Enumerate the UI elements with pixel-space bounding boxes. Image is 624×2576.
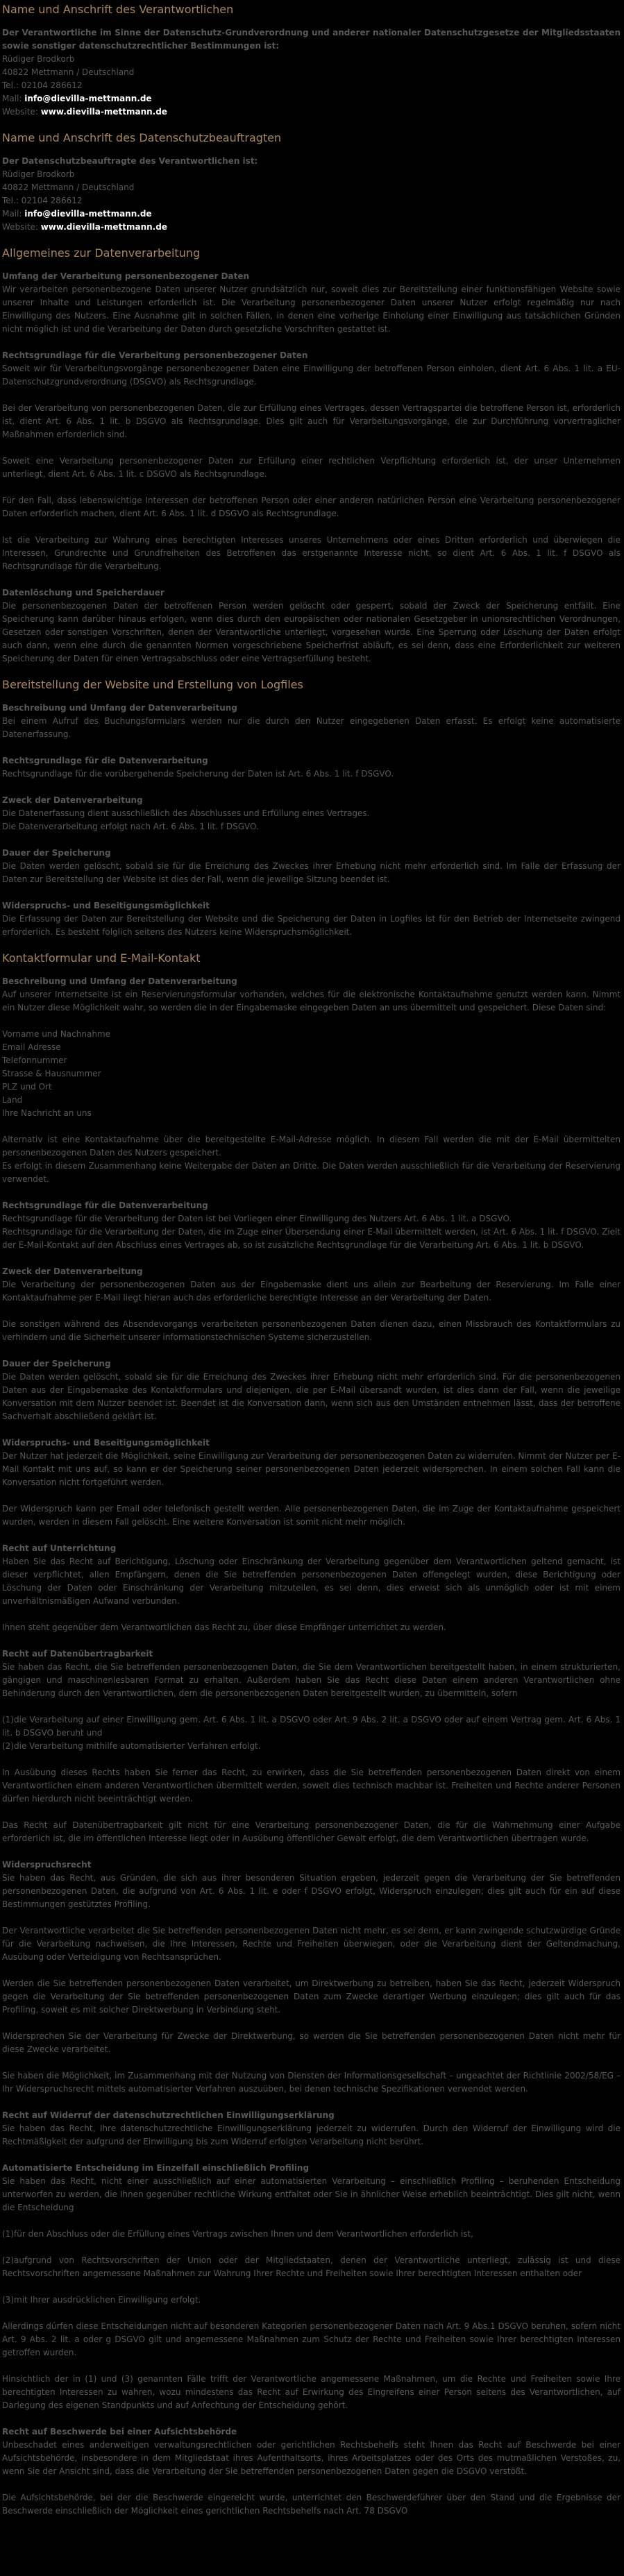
responsible-mail-link[interactable]: info@dievilla-mettmann.de <box>24 94 152 103</box>
paragraph: (3)mit Ihrer ausdrücklichen Einwilligung erfolgt. <box>2 2295 201 2305</box>
section-heading: Bereitstellung der Website und Erstellung von Logfiles <box>2 678 303 691</box>
line: Rüdiger Brodkorb <box>2 169 75 179</box>
subheading: Recht auf Datenübertragbarkeit <box>2 1649 153 1659</box>
subheading: Datenlöschung und Speicherdauer <box>2 588 165 598</box>
paragraph: (1)die Verarbeitung auf einer Einwilligung gem. Art. 6 Abs. 1 lit. a DSGVO oder Art. 9 Abs. 2 lit. a DSGVO oder auf einem Vertrag gem. Art. 6 Abs. 1 lit. b DSGVO beruht und <box>2 1715 621 1738</box>
paragraph: Die Daten werden gelöscht, sobald sie für die Erreichung des Zweckes ihrer Erhebung nicht mehr erforderlich sind. Im Falle der Erfassung der Daten zur Bereitstellung der Website ist dies der Fall, wenn die jeweilige Sitzung beendet ist. <box>2 861 621 884</box>
paragraph: Der Nutzer hat jederzeit die Möglichkeit, seine Einwilligung zur Verarbeitung der personenbezogenen Daten zu widerrufen. Nimmt der Nutzer per E-Mail Kontakt mit uns auf, so kann er der Speicherung seiner personenbezogenen Daten jederzeit widersprechen. In einem solchen Fall kann die Konversation nicht fortgeführt werden. <box>2 1451 621 1487</box>
paragraph: In Ausübung dieses Rechts haben Sie ferner das Recht, zu erwirken, dass die Sie betreffenden personenbezogenen Daten direkt von einem Verantwortlichen einem anderen Verantwortlichen übermittelt werden, soweit dies technisch machbar ist. Freiheiten und Rechte anderer Personen dürfen hierdurch nicht beeinträchtigt werden. <box>2 1768 621 1804</box>
paragraph: Auf unserer Internetseite ist ein Reservierungsformular vorhanden, welches für die elektronische Kontaktaufnahme genutzt werden kann. Nimmt ein Nutzer diese Möglichkeit wahr, so werden die in der Eingabemaske eingegeben Daten an uns übermittelt und gespeichert. Diese Daten sind: <box>2 990 621 1012</box>
paragraph: Alternativ ist eine Kontaktaufnahme über die bereitgestellte E-Mail-Adresse möglich. In diesem Fall werden die mit der E-Mail übermittelten personenbezogenen Daten des Nutzers gespeichert. <box>2 1135 621 1158</box>
paragraph: (1)für den Abschluss oder die Erfüllung eines Vertrags zwischen Ihnen und dem Verantwortlichen erforderlich ist, <box>2 2229 473 2239</box>
contact-label: Mail: <box>2 94 22 103</box>
dpo-website-row <box>2 221 621 234</box>
paragraph: Die Verarbeitung der personenbezogenen Daten aus der Eingabemaske dient uns allein zur Bearbeitung der Reservierung. Im Falle einer Kontaktaufnahme per E-Mail liegt hieran auch das erforderliche berechtigte Interesse an der Verarbeitung der Daten. <box>2 1280 621 1303</box>
line: Tel.: 02104 286612 <box>2 80 83 90</box>
subheading: Widerspruchs- und Beseitigungsmöglichkeit <box>2 901 210 910</box>
paragraph: Rechtsgrundlage für die Verarbeitung der Daten ist bei Vorliegen einer Einwilligung des Nutzers Art. 6 Abs. 1 lit. a DSGVO. <box>2 1214 512 1223</box>
responsible-mail-row <box>2 92 621 105</box>
line: 40822 Mettmann / Deutschland <box>2 183 135 192</box>
section-heading: Name und Anschrift des Verantwortlichen <box>2 3 234 16</box>
paragraph: Die Daten werden gelöscht, sobald sie für die Erreichung des Zweckes ihrer Erhebung nicht mehr erforderlich sind. Für die personenbezogenen Daten aus der Eingabemaske des Kontaktformulars und diejenigen, die per E-Mail übersandt wurden, ist dies dann der Fall, wenn die jeweilige Konversation mit dem Nutzer beendet ist. Beendet ist die Konversation dann, wenn sich aus den Umständen entnehmen lässt, dass der betroffene Sachverhalt abschließend geklärt ist. <box>2 1372 621 1421</box>
paragraph: Die personenbezogenen Daten der betroffenen Person werden gelöscht oder gesperrt, sobald der Zweck der Speicherung entfällt. Eine Speicherung kann darüber hinaus erfolgen, wenn dies durch den europäischen oder nationalen Gesetzgeber in unionsrechtlichen Verordnungen, Gesetzen oder sonstigen Vorschriften, denen der Verantwortliche unterliegt, vorgesehen wurde. Eine Sperrung oder Löschung der Daten erfolgt auch dann, wenn eine durch die genannten Normen vorgeschriebene Speicherfrist abläuft, es sei denn, dass eine Erforderlichkeit zur weiteren Speicherung der Daten für einen Vertragsabschluss oder eine Vertragserfüllung besteht. <box>2 601 621 663</box>
subheading: Umfang der Verarbeitung personenbezogener Daten <box>2 271 250 281</box>
paragraph: Der Verantwortliche verarbeitet die Sie betreffenden personenbezogenen Daten nicht mehr, es sei denn, er kann zwingende schutzwürdige Gründe für die Verarbeitung nachweisen, die Ihre Interessen, Rechte und Freiheiten überwiegen, oder die Verarbeitung dient der Geltendmachung, Ausübung oder Verteidigung von Rechtsansprüchen. <box>2 1926 621 1962</box>
contact-label: Website: <box>2 107 38 117</box>
subheading: Dauer der Speicherung <box>2 848 111 858</box>
subheading: Beschreibung und Umfang der Datenverarbeitung <box>2 976 237 986</box>
section-5 <box>2 950 621 2518</box>
paragraph: Es erfolgt in diesem Zusammenhang keine Weitergabe der Daten an Dritte. Die Daten werden ausschließlich für die Verarbeitung der Reservierung verwendet. <box>2 1161 621 1184</box>
contact-label: Website: <box>2 222 38 232</box>
paragraph: Das Recht auf Datenübertragbarkeit gilt nicht für eine Verarbeitung personenbezogener Daten, die für die Wahrnehmung einer Aufgabe erforderlich ist, die im öffentlichen Interesse liegt oder in Ausübung öffentlicher Gewalt erfolgt, die dem Verantwortlichen übertragen wurde. <box>2 1820 621 1843</box>
paragraph: Soweit eine Verarbeitung personenbezogener Daten zur Erfüllung einer rechtlichen Verpflichtung erforderlich ist, der unser Unternehmen unterliegt, dient Art. 6 Abs. 1 lit. c DSGVO als Rechtsgrundlage. <box>2 456 621 479</box>
responsible-website-row <box>2 105 621 119</box>
purpose-lines <box>2 807 621 833</box>
subheading: Dauer der Speicherung <box>2 1359 111 1368</box>
paragraph: Der Widerspruch kann per Email oder telefonisch gestellt werden. Alle personenbezogenen Daten, die im Zuge der Kontaktaufnahme gespeichert wurden, werden in diesem Fall gelöscht. Eine weitere Konversation ist somit nicht mehr möglich. <box>2 1504 621 1527</box>
paragraph: Die Aufsichtsbehörde, bei der die Beschwerde eingereicht wurde, unterrichtet den Beschwerdeführer über den Stand und die Ergebnisse der Beschwerde einschließlich der Möglichkeit eines gerichtlichen Rechtsbehelfs nach Art. 78 DSGVO <box>2 2493 621 2516</box>
line: PLZ und Ort <box>2 1082 52 1092</box>
line: Land <box>2 1095 23 1105</box>
paragraph: Sie haben die Möglichkeit, im Zusammenhang mit der Nutzung von Diensten der Informationsgesellschaft – ungeachtet der Richtlinie 2002/58/EG – Ihr Widerspruchsrecht mittels automatisierter Verfahren auszuüben, bei denen technische Spezifikationen verwendet werden. <box>2 2071 621 2094</box>
line: Die Datenerfassung dient ausschließlich des Abschlusses und Erfüllung eines Vertrages. <box>2 808 370 818</box>
section-heading: Allgemeines zur Datenverarbeitung <box>2 246 201 260</box>
paragraph: Bei einem Aufruf des Buchungsformulars werden nur die durch den Nutzer eingegebenen Daten erfasst. Es erfolgt keine automatisierte Datenerfassung. <box>2 716 621 739</box>
paragraph: Widersprechen Sie der Verarbeitung für Zwecke der Direktwerbung, so werden die Sie betreffenden personenbezogenen Daten nicht mehr für diese Zwecke verarbeitet. <box>2 2031 621 2054</box>
paragraph: Rechtsgrundlage für die vorübergehende Speicherung der Daten ist Art. 6 Abs. 1 lit. f DSGVO. <box>2 769 394 779</box>
subheading: Automatisierte Entscheidung im Einzelfall einschließlich Profiling <box>2 2163 310 2173</box>
paragraph: Für den Fall, dass lebenswichtige Interessen der betroffenen Person oder einer anderen natürlichen Person eine Verarbeitung personenbezogener Daten erforderlich machen, dient Art. 6 Abs. 1 lit. d DSGVO als Rechtsgrundlage. <box>2 495 621 518</box>
section-3 <box>2 245 621 666</box>
paragraph: Haben Sie das Recht auf Berichtigung, Löschung oder Einschränkung der Verarbeitung gegenüber dem Verantwortlichen geltend gemacht, ist dieser verpflichtet, allen Empfängern, denen die Sie betreffenden personenbezogenen Daten offengelegt wurden, diese Berichtigung oder Löschung der Daten oder Einschränkung der Verarbeitung mitzuteilen, es sei denn, dies erweist sich als unmöglich oder ist mit einem unverhältnismäßigen Aufwand verbunden. <box>2 1557 621 1606</box>
paragraph: Wir verarbeiten personenbezogene Daten unserer Nutzer grundsätzlich nur, soweit dies zur Bereitstellung einer funktionsfähigen Website sowie unserer Inhalte und Leistungen erforderlich ist. Die Verarbeitung personenbezogener Daten unserer Nutzer erfolgt regelmäßig nur nach Einwilligung des Nutzers. Eine Ausnahme gilt in solchen Fällen, in denen eine vorherige Einholung einer Einwilligung aus tatsächlichen Gründen nicht möglich ist und die Verarbeitung der Daten durch gesetzliche Vorschriften gestattet ist. <box>2 285 621 334</box>
subheading: Recht auf Unterrichtung <box>2 1543 117 1553</box>
section-2 <box>2 130 621 234</box>
paragraph: Sie haben das Recht, die Sie betreffenden personenbezogenen Daten, die Sie dem Verantwortlichen bereitgestellt haben, in einem strukturierten, gängigen und maschinenlesbaren Format zu erhalten. Außerdem haben Sie das Recht diese Daten einem anderen Verantwortlichen ohne Behinderung durch den Verantwortlichen, dem die personenbezogenen Daten bereitgestellt wurden, zu übermitteln, sofern <box>2 1662 621 1698</box>
paragraph: Sie haben das Recht, Ihre datenschutzrechtliche Einwilligungserklärung jederzeit zu widerrufen. Durch den Widerruf der Einwilligung wird die Rechtmäßigkeit der aufgrund der Einwilligung bis zum Widerruf erfolgten Verarbeitung nicht berührt. <box>2 2124 621 2146</box>
form-data-list <box>2 1028 621 1120</box>
subheading: Der Verantwortliche im Sinne der Datenschutz-Grundverordnung und anderer nationaler Datenschutzgesetze der Mitgliedsstaaten sowie sonstiger datenschutzrechtlicher Bestimmungen ist: <box>2 28 621 51</box>
line: Rüdiger Brodkorb <box>2 54 75 64</box>
paragraph: Ist die Verarbeitung zur Wahrung eines berechtigten Interesses unseres Unternehmens oder eines Dritten erforderlich und überwiegen die Interessen, Grundrechte und Grundfreiheiten des Betroffenen das erstgenannte Interesse nicht, so dient Art. 6 Abs. 1 lit. f DSGVO als Rechtsgrundlage für die Verarbeitung. <box>2 535 621 571</box>
line: Strasse & Hausnummer <box>2 1069 101 1078</box>
subheading: Widerspruchs- und Beseitigungsmöglichkeit <box>2 1438 210 1448</box>
paragraph: Rechtsgrundlage für die Verarbeitung der Daten, die im Zuge einer Übersendung einer E-Mail übermittelt werden, ist Art. 6 Abs. 1 lit. f DSGVO. Zielt der E-Mail-Kontakt auf den Abschluss eines Vertrages ab, so ist zusätzliche Rechtsgrundlage für die Verarbeitung Art. 6 Abs. 1 lit. b DSGVO. <box>2 1227 621 1250</box>
section-heading: Name und Anschrift des Datenschutzbeauftragten <box>2 131 282 144</box>
paragraph: Hinsichtlich der in (1) und (3) genannten Fälle trifft der Verantwortliche angemessene Maßnahmen, um die Rechte und Freiheiten sowie Ihre berechtigten Interessen zu wahren, wozu mindestens das Recht auf Erwirkung des Eingreifens einer Person seitens des Verantwortlichen, auf Darlegung des eigenen Standpunkts und auf Anfechtung der Entscheidung gehört. <box>2 2374 621 2410</box>
contact-label: Mail: <box>2 209 22 219</box>
paragraph: (2)aufgrund von Rechtsvorschriften der Union oder der Mitgliedstaaten, denen der Verantwortliche unterliegt, zulässig ist und diese Rechtsvorschriften angemessene Maßnahmen zur Wahrung Ihrer Rechte und Freiheiten sowie Ihrer berechtigten Interessen enthalten oder <box>2 2255 621 2278</box>
section-1 <box>2 1 621 119</box>
subheading: Rechtsgrundlage für die Datenverarbeitung <box>2 1201 208 1210</box>
responsible-website-link[interactable]: www.dievilla-mettmann.de <box>40 107 167 117</box>
section-4 <box>2 677 621 939</box>
subheading: Rechtsgrundlage für die Verarbeitung personenbezogener Daten <box>2 350 308 360</box>
dpo-website-link[interactable]: www.dievilla-mettmann.de <box>40 222 167 232</box>
line: Email Adresse <box>2 1042 61 1052</box>
document <box>2 1 621 2518</box>
paragraph: Werden die Sie betreffenden personenbezogenen Daten verarbeitet, um Direktwerbung zu betreiben, haben Sie das Recht, jederzeit Widerspruch gegen die Verarbeitung der Sie betreffenden personenbezogenen Daten zum Zwecke derartiger Werbung einzulegen; dies gilt auch für das Profiling, soweit es mit solcher Direktwerbung in Verbindung steht. <box>2 1978 621 2015</box>
subheading: Zweck der Datenverarbeitung <box>2 1266 143 1276</box>
paragraph: (2)die Verarbeitung mithilfe automatisierter Verfahren erfolgt. <box>2 1741 261 1751</box>
dpo-mail-link[interactable]: info@dievilla-mettmann.de <box>24 209 152 219</box>
line: 40822 Mettmann / Deutschland <box>2 67 135 77</box>
paragraph: Soweit wir für Verarbeitungsvorgänge personenbezogener Daten eine Einwilligung der betroffenen Person einholen, dient Art. 6 Abs. 1 lit. a EU-Datenschutzgrundverordnung (DSGVO) als Rechtsgrundlage. <box>2 364 621 387</box>
subheading: Beschreibung und Umfang der Datenverarbeitung <box>2 703 237 713</box>
section-heading: Kontaktformular und E-Mail-Kontakt <box>2 951 201 965</box>
subheading: Recht auf Widerruf der datenschutzrechtlichen Einwilligungserklärung <box>2 2110 335 2120</box>
subheading: Rechtsgrundlage für die Datenverarbeitung <box>2 756 208 765</box>
line: Die Datenverarbeitung erfolgt nach Art. 6 Abs. 1 lit. f DSGVO. <box>2 822 259 831</box>
line: Vorname und Nachnahme <box>2 1029 110 1039</box>
line: Tel.: 02104 286612 <box>2 196 83 205</box>
subheading: Der Datenschutzbeauftragte des Verantwortlichen ist: <box>2 156 258 166</box>
paragraph: Die sonstigen während des Absendevorgangs verarbeiteten personenbezogenen Daten dienen dazu, einen Missbrauch des Kontaktformulars zu verhindern und die Sicherheit unserer informationstechnischen Systeme sicherzustellen. <box>2 1319 621 1342</box>
paragraph: Sie haben das Recht, aus Gründen, die sich aus ihrer besonderen Situation ergeben, jederzeit gegen die Verarbeitung der Sie betreffenden personenbezogenen Daten, die aufgrund von Art. 6 Abs. 1 lit. e oder f DSGVO erfolgt, Widerspruch einzulegen; dies gilt auch für ein auf diese Bestimmungen gestütztes Profiling. <box>2 1873 621 1909</box>
responsible-address <box>2 53 621 92</box>
dpo-address <box>2 168 621 207</box>
line: Telefonnummer <box>2 1056 67 1065</box>
line: Ihre Nachricht an uns <box>2 1108 92 1118</box>
subheading: Widerspruchsrecht <box>2 1860 92 1870</box>
paragraph: Bei der Verarbeitung von personenbezogenen Daten, die zur Erfüllung eines Vertrages, dessen Vertragspartei die betroffene Person ist, erforderlich ist, dient Art. 6 Abs. 1 lit. b DSGVO als Rechtsgrundlage. Dies gilt auch für Verarbeitungsvorgänge, die zur Durchführung vorvertraglicher Maßnahmen erforderlich sind. <box>2 403 621 439</box>
paragraph: Allerdings dürfen diese Entscheidungen nicht auf besonderen Kategorien personenbezogener Daten nach Art. 9 Abs.1 DSGVO beruhen, sofern nicht Art. 9 Abs. 2 lit. a oder g DSGVO gilt und angemessene Maßnahmen zum Schutz der Rechte und Freiheiten sowie Ihrer berechtigten Interessen getroffen wurden. <box>2 2321 621 2357</box>
paragraph: Sie haben das Recht, nicht einer ausschließlich auf einer automatisierten Verarbeitung – einschließlich Profiling – beruhenden Entscheidung unterworfen zu werden, die Ihnen gegenüber rechtliche Wirkung entfaltet oder Sie in ähnlicher Weise erheblich beeinträchtigt. Dies gilt nicht, wenn die Entscheidung <box>2 2176 621 2212</box>
subheading: Zweck der Datenverarbeitung <box>2 795 143 805</box>
paragraph: Ihnen steht gegenüber dem Verantwortlichen das Recht zu, über diese Empfänger unterrichtet zu werden. <box>2 1622 446 1632</box>
subheading: Recht auf Beschwerde bei einer Aufsichtsbehörde <box>2 2427 237 2437</box>
paragraph: Die Erfassung der Daten zur Bereitstellung der Website und die Speicherung der Daten in Logfiles ist für den Betrieb der Internetseite zwingend erforderlich. Es besteht folglich seitens des Nutzers keine Widerspruchsmöglichkeit. <box>2 914 621 937</box>
paragraph: Unbeschadet eines anderweitigen verwaltungsrechtlichen oder gerichtlichen Rechtsbehelfs steht Ihnen das Recht auf Beschwerde bei einer Aufsichtsbehörde, insbesondere in dem Mitgliedstaat ihres Aufenthaltsorts, ihres Arbeitsplatzes oder des Orts des mutmaßlichen Verstoßes, zu, wenn Sie der Ansicht sind, dass die Verarbeitung der Sie betreffenden personenbezogenen Daten gegen die DSGVO verstößt. <box>2 2440 621 2476</box>
dpo-mail-row <box>2 207 621 221</box>
